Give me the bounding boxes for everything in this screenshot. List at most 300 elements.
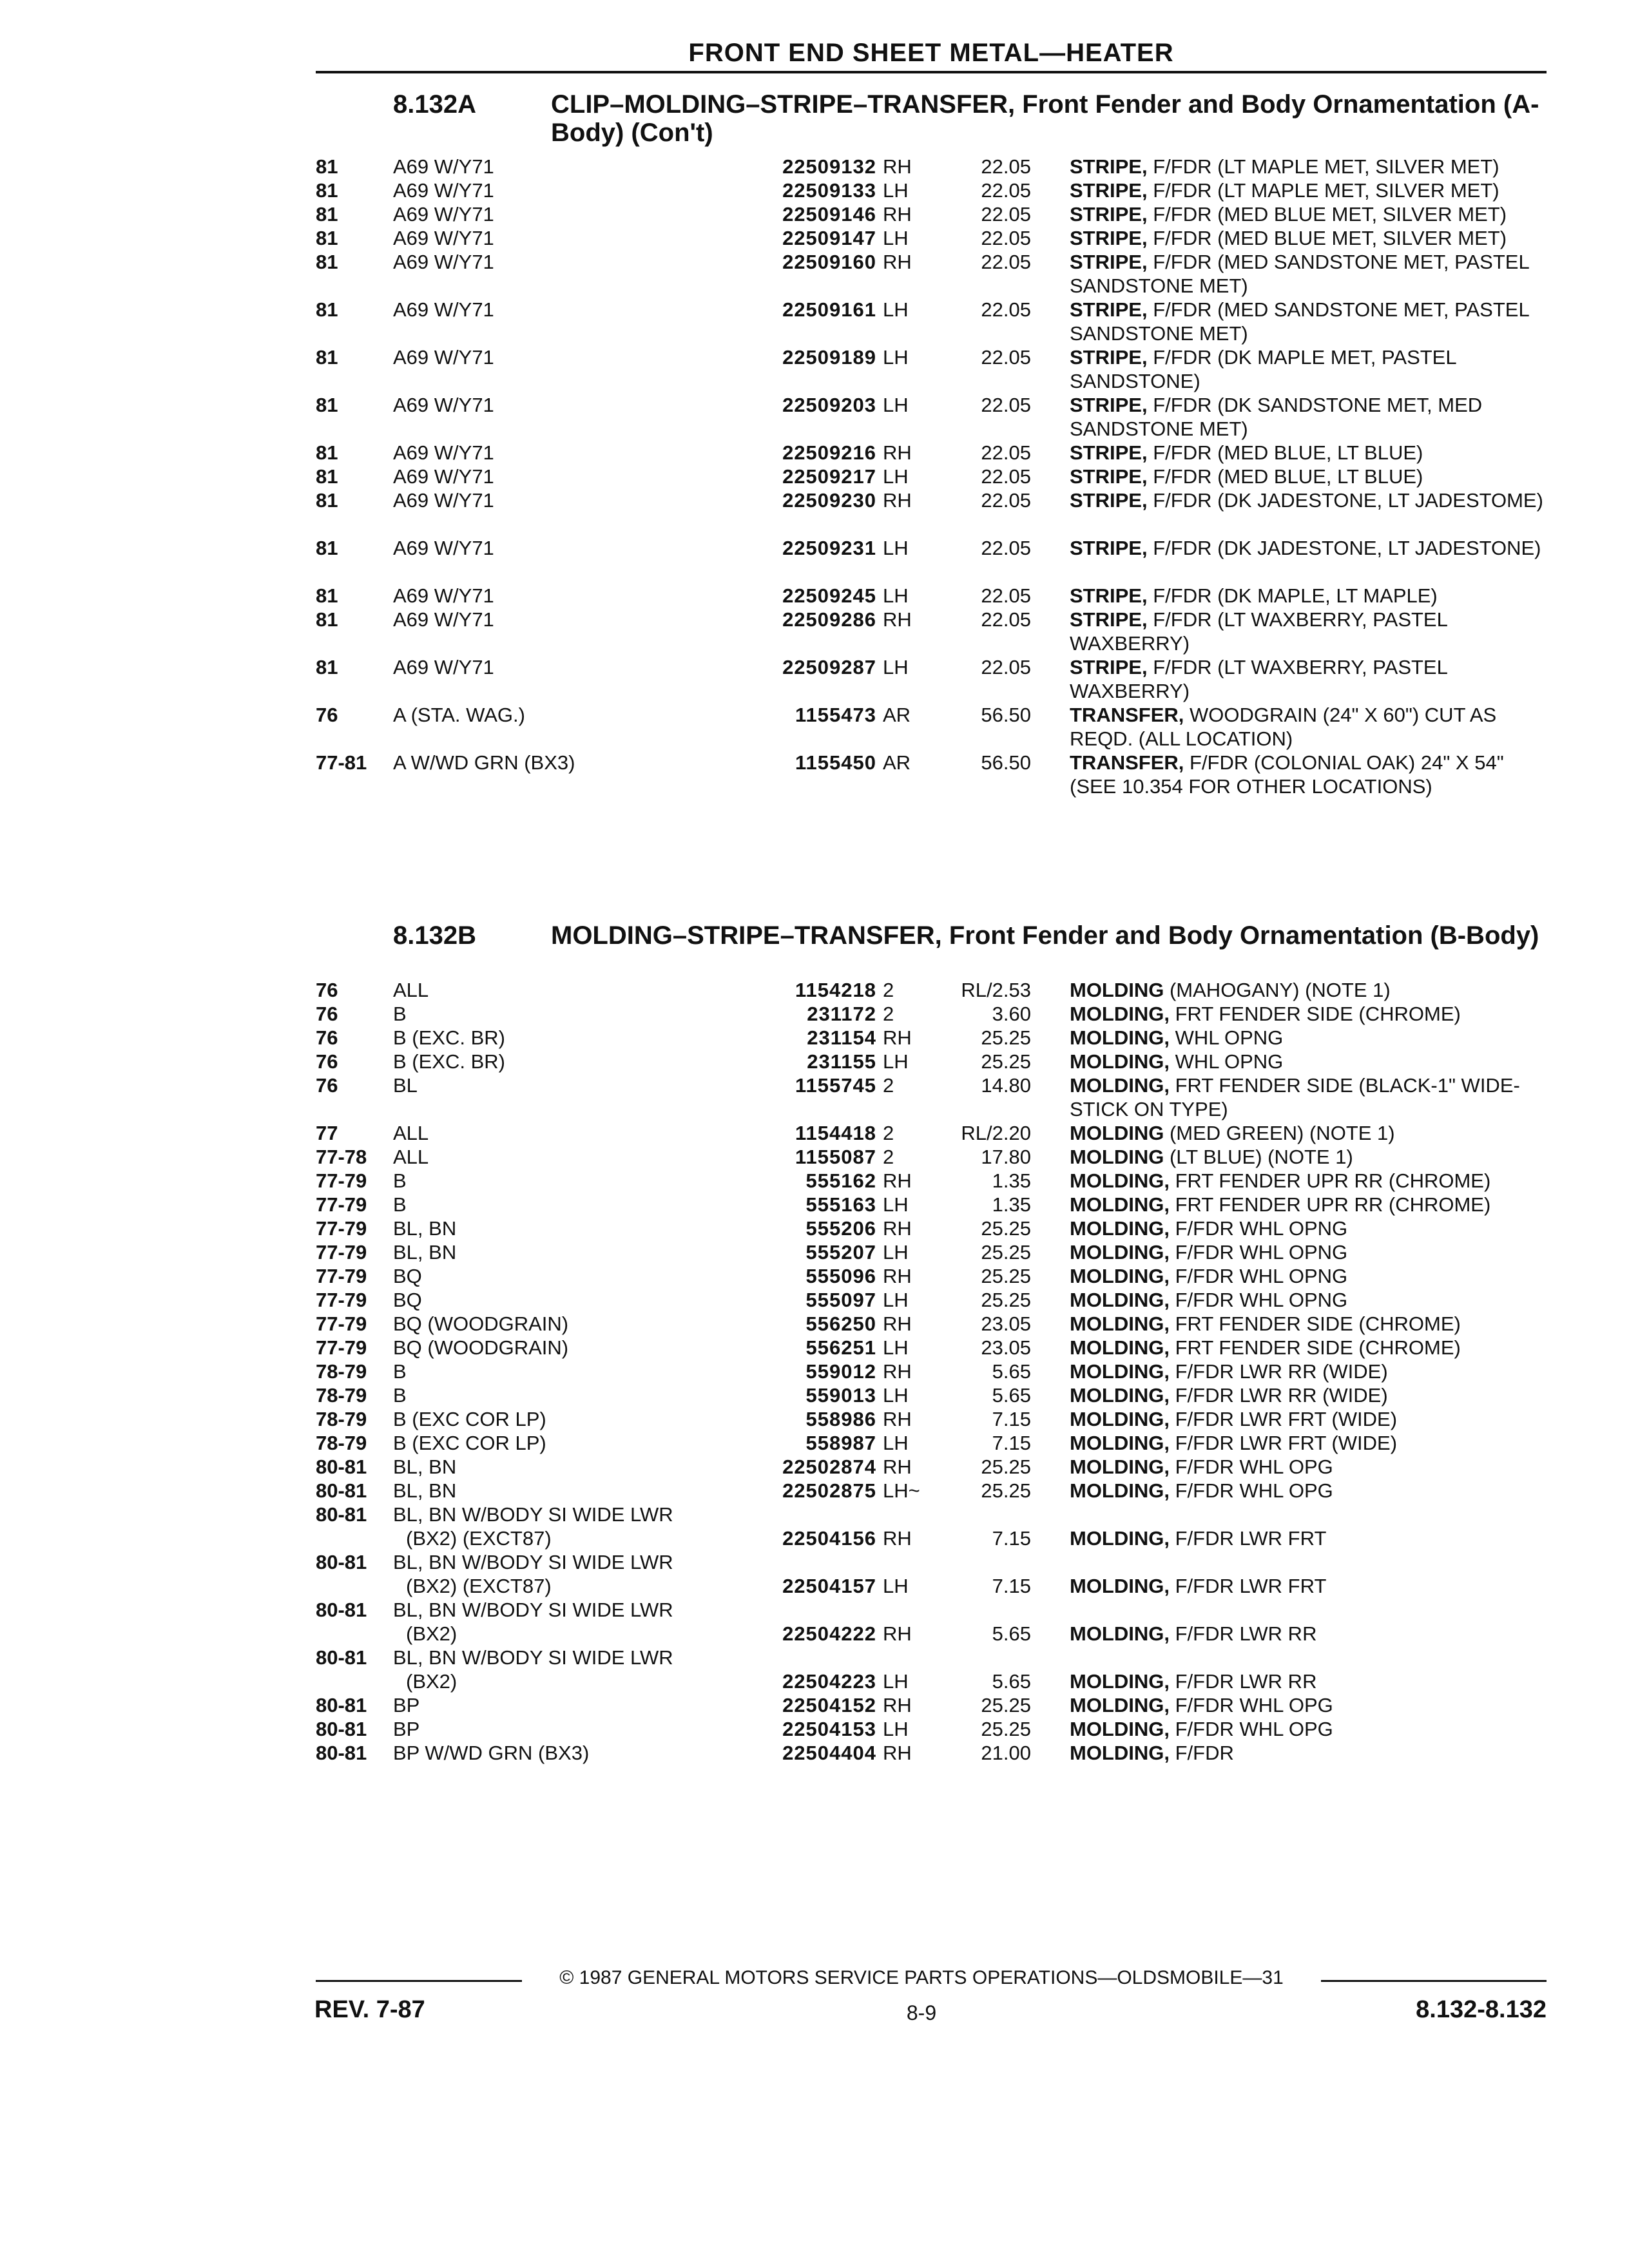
part-description [1070,1360,1547,1383]
description-text: F/FDR WHL OPG [1170,1718,1333,1740]
description-keyword: MOLDING [1070,979,1164,1001]
table-row [316,1312,1547,1336]
price: 25.25 [981,1694,1031,1716]
model-code [393,1264,725,1288]
description-keyword: TRANSFER, [1070,751,1184,774]
price: 25.25 [981,1718,1031,1740]
table-row [316,1479,1547,1503]
description-text: F/FDR (DK MAPLE MET, PASTEL SANDSTONE) [1070,346,1456,392]
quantity: 2 [883,1074,894,1097]
model-code [393,1002,725,1026]
header-rule [316,71,1547,73]
model-text: A69 W/Y71 [393,537,494,559]
part-description [1070,1407,1547,1431]
section-number: 8.132B [393,921,476,950]
year-range: 76 [316,704,338,726]
model-code [393,345,725,369]
year-range: 80-81 [316,1479,367,1502]
model-text: BL, BN [393,1479,457,1502]
table-row [316,536,1547,584]
quantity: LH [883,394,909,416]
description-text: FRT FENDER SIDE (CHROME) [1170,1003,1461,1025]
part-description [1070,1216,1547,1240]
model-text: ALL [393,1122,429,1144]
description-keyword: STRIPE, [1070,441,1148,464]
model-code [393,751,725,774]
description-keyword: MOLDING, [1070,1694,1170,1716]
quantity: RH [883,1265,912,1287]
description-keyword: STRIPE, [1070,155,1148,178]
revision-date: REV. 7-87 [314,1996,425,2023]
price: 3.60 [992,1003,1031,1025]
table-row [316,1431,1547,1455]
model-code [393,1121,725,1145]
table-row [316,226,1547,250]
parts-list [316,978,1547,1765]
model-code [393,1073,725,1097]
quantity: LH [883,298,909,321]
table-row [316,703,1547,751]
part-description [1070,345,1547,393]
part-number: 22504222 [782,1622,876,1645]
model-code [393,178,725,202]
quantity: LH [883,584,909,607]
table-row [316,1717,1547,1741]
part-number: 22509146 [782,203,876,226]
description-keyword: STRIPE, [1070,465,1148,488]
quantity: RH [883,1742,912,1764]
description-keyword: STRIPE, [1070,394,1148,416]
model-text: BQ [393,1265,422,1287]
price: 7.15 [992,1527,1031,1550]
model-code [393,202,725,226]
part-description [1070,1336,1547,1360]
quantity: LH [883,1575,909,1597]
description-keyword: STRIPE, [1070,227,1148,249]
quantity: LH [883,179,909,202]
description-text: F/FDR LWR FRT (WIDE) [1170,1408,1398,1430]
table-row [316,1550,1547,1598]
model-code [393,1479,725,1503]
model-text: B [393,1384,407,1407]
year-range: 77-79 [316,1193,367,1216]
description-text: F/FDR (MED BLUE MET, SILVER MET) [1147,227,1507,249]
description-keyword: TRANSFER, [1070,704,1184,726]
model-text: B (EXC COR LP) [393,1432,546,1454]
part-number: 555162 [805,1169,876,1192]
year-range: 77-79 [316,1169,367,1192]
year-range: 78-79 [316,1360,367,1383]
model-text: A (STA. WAG.) [393,704,525,726]
table-row [316,1693,1547,1717]
price: RL/2.20 [961,1122,1031,1144]
part-number: 22504223 [782,1670,876,1693]
model-code [393,1383,725,1407]
description-text: F/FDR (DK JADESTONE, LT JADESTOME) [1147,489,1543,512]
section-title: CLIP–MOLDING–STRIPE–TRANSFER, Front Fender and Body Ornamentation (A-Body) (Con't) [551,90,1539,147]
part-description [1070,226,1547,250]
description-keyword: MOLDING, [1070,1265,1170,1287]
part-description [1070,1622,1547,1646]
model-text: A69 W/Y71 [393,608,494,631]
model-code [393,1026,725,1050]
price: 25.25 [981,1265,1031,1287]
model-text: BL, BN W/BODY SI WIDE LWR [393,1503,673,1526]
model-text: B [393,1360,407,1383]
price: 14.80 [981,1074,1031,1097]
table-row [316,1240,1547,1264]
description-text: WOODGRAIN (24" X 60") CUT AS REQD. (ALL LOCATION) [1070,704,1497,750]
description-text: F/FDR WHL OPNG [1170,1265,1348,1287]
model-code [393,1216,725,1240]
description-text: F/FDR LWR RR [1170,1670,1317,1693]
table-row [316,1264,1547,1288]
part-description [1070,1717,1547,1741]
part-number: 556250 [805,1312,876,1335]
price: 7.15 [992,1408,1031,1430]
year-range: 81 [316,584,338,607]
description-text: F/FDR LWR RR (WIDE) [1170,1360,1388,1383]
table-row [316,488,1547,536]
part-number: 558987 [805,1432,876,1454]
table-row [316,1169,1547,1193]
part-description [1070,1741,1547,1765]
model-code [393,1717,725,1741]
year-range: 77-81 [316,751,367,774]
description-text: F/FDR [1170,1742,1234,1764]
description-text: F/FDR WHL OPG [1170,1479,1333,1502]
table-row [316,298,1547,345]
price: 22.05 [981,394,1031,416]
description-text: F/FDR (LT MAPLE MET, SILVER MET) [1147,155,1499,178]
model-text-cont: (BX2) [406,1670,458,1693]
quantity: AR [883,751,911,774]
part-number: 559013 [805,1384,876,1407]
description-keyword: STRIPE, [1070,537,1148,559]
quantity: LH [883,1050,909,1073]
table-row [316,1216,1547,1240]
part-number: 22504157 [782,1575,876,1597]
description-keyword: STRIPE, [1070,608,1148,631]
model-code [393,1598,725,1646]
description-text: (LT BLUE) (NOTE 1) [1164,1146,1353,1168]
copyright-line: © 1987 GENERAL MOTORS SERVICE PARTS OPERATIONS—OLDSMOBILE—31 [559,1967,1284,1988]
price: 25.25 [981,1026,1031,1049]
description-text: F/FDR LWR FRT [1170,1527,1327,1550]
description-text: F/FDR (MED SANDSTONE MET, PASTEL SANDSTONE MET) [1070,251,1529,297]
description-keyword: MOLDING, [1070,1384,1170,1407]
table-row [316,1002,1547,1026]
part-number: 556251 [805,1336,876,1359]
quantity: LH [883,537,909,559]
price: 22.05 [981,608,1031,631]
part-description [1070,250,1547,298]
model-code [393,226,725,250]
part-number: 1155450 [795,751,876,774]
year-range: 81 [316,394,338,416]
part-number: 22504153 [782,1718,876,1740]
model-text: A69 W/Y71 [393,656,494,678]
part-number: 231172 [807,1003,876,1025]
price: 5.65 [992,1622,1031,1645]
year-range: 76 [316,1050,338,1073]
part-description [1070,1240,1547,1264]
part-description [1070,1288,1547,1312]
part-number: 1155745 [795,1074,876,1097]
model-text: BL, BN W/BODY SI WIDE LWR [393,1646,673,1669]
quantity: RH [883,608,912,631]
quantity: LH [883,1718,909,1740]
model-code [393,1240,725,1264]
footer-rule-left [316,1980,522,1982]
year-range: 77 [316,1122,338,1144]
model-code [393,1693,725,1717]
quantity: RH [883,1312,912,1335]
price: 7.15 [992,1432,1031,1454]
description-text: F/FDR LWR FRT (WIDE) [1170,1432,1398,1454]
model-code [393,1503,725,1550]
model-code [393,1407,725,1431]
model-text: B [393,1169,407,1192]
part-number: 22504404 [782,1742,876,1764]
table-row [316,1145,1547,1169]
model-text: A69 W/Y71 [393,489,494,512]
table-row [316,751,1547,798]
price: 22.05 [981,203,1031,226]
model-text: ALL [393,1146,429,1168]
description-keyword: STRIPE, [1070,203,1148,226]
year-range: 81 [316,537,338,559]
quantity: RH [883,203,912,226]
year-range: 80-81 [316,1646,367,1669]
model-text: A69 W/Y71 [393,584,494,607]
description-keyword: MOLDING, [1070,1456,1170,1478]
description-text: F/FDR WHL OPG [1170,1694,1333,1716]
part-description [1070,536,1547,560]
model-code [393,703,725,727]
description-keyword: MOLDING, [1070,1026,1170,1049]
model-code [393,655,725,679]
model-code [393,608,725,631]
description-keyword: STRIPE, [1070,251,1148,273]
description-text: FRT FENDER SIDE (CHROME) [1170,1336,1461,1359]
description-keyword: MOLDING, [1070,1241,1170,1264]
model-text: A69 W/Y71 [393,203,494,226]
price: 22.05 [981,179,1031,202]
description-keyword: MOLDING, [1070,1527,1170,1550]
description-text: FRT FENDER SIDE (CHROME) [1170,1312,1461,1335]
table-row [316,1121,1547,1145]
description-keyword: MOLDING, [1070,1336,1170,1359]
table-row [316,178,1547,202]
part-number: 22509230 [782,489,876,512]
year-range: 76 [316,1074,338,1097]
year-range: 80-81 [316,1551,367,1573]
model-text-cont: (BX2) [406,1622,458,1645]
price: 5.65 [992,1670,1031,1693]
year-range: 81 [316,346,338,369]
price: 23.05 [981,1336,1031,1359]
description-text: F/FDR (COLONIAL OAK) 24" X 54" (SEE 10.354 FOR OTHER LOCATIONS) [1070,751,1504,798]
table-row [316,608,1547,655]
model-text-cont: (BX2) (EXCT87) [406,1527,552,1550]
description-keyword: MOLDING, [1070,1670,1170,1693]
description-keyword: MOLDING [1070,1122,1164,1144]
part-description [1070,1193,1547,1216]
description-keyword: MOLDING, [1070,1479,1170,1502]
section-8-132a [316,90,1547,798]
part-number: 231155 [807,1050,876,1073]
part-number: 22509245 [782,584,876,607]
model-code [393,1193,725,1216]
part-description [1070,155,1547,178]
part-description [1070,584,1547,608]
price: 22.05 [981,465,1031,488]
description-text: (MAHOGANY) (NOTE 1) [1164,979,1391,1001]
model-text: ALL [393,979,429,1001]
year-range: 80-81 [316,1456,367,1478]
table-row [316,584,1547,608]
table-row [316,465,1547,488]
model-text: A69 W/Y71 [393,251,494,273]
description-text: FRT FENDER UPR RR (CHROME) [1170,1193,1491,1216]
model-code [393,465,725,488]
part-description [1070,1574,1547,1598]
description-text: F/FDR (DK JADESTONE, LT JADESTONE) [1147,537,1541,559]
model-code [393,441,725,465]
model-code [393,1288,725,1312]
year-range: 81 [316,203,338,226]
quantity: RH [883,489,912,512]
part-description [1070,978,1547,1002]
model-code [393,1169,725,1193]
part-number: 555206 [805,1217,876,1240]
quantity: LH [883,1670,909,1693]
quantity: RH [883,1026,912,1049]
price: 22.05 [981,346,1031,369]
price: 22.05 [981,227,1031,249]
quantity: RH [883,441,912,464]
description-keyword: STRIPE, [1070,346,1148,369]
table-row [316,1503,1547,1550]
table-row [316,1360,1547,1383]
quantity: LH [883,1193,909,1216]
table-row [316,1336,1547,1360]
quantity: LH [883,1336,909,1359]
quantity: RH [883,1527,912,1550]
description-text: FRT FENDER UPR RR (CHROME) [1170,1169,1491,1192]
year-range: 77-79 [316,1289,367,1311]
quantity: LH [883,227,909,249]
quantity: LH [883,1289,909,1311]
table-row [316,1050,1547,1073]
price: 25.25 [981,1289,1031,1311]
description-text: F/FDR LWR FRT [1170,1575,1327,1597]
price: 56.50 [981,704,1031,726]
part-number: 558986 [805,1408,876,1430]
year-range: 81 [316,656,338,678]
description-text: F/FDR (MED SANDSTONE MET, PASTEL SANDSTONE MET) [1070,298,1529,345]
table-row [316,1598,1547,1646]
year-range: 77-79 [316,1241,367,1264]
table-row [316,250,1547,298]
model-text: BL, BN [393,1456,457,1478]
table-row [316,1026,1547,1050]
model-text: B (EXC. BR) [393,1026,505,1049]
part-number: 22502875 [782,1479,876,1502]
year-range: 78-79 [316,1408,367,1430]
price: 25.25 [981,1050,1031,1073]
description-text: (MED GREEN) (NOTE 1) [1164,1122,1395,1144]
part-description [1070,1383,1547,1407]
description-text: F/FDR (LT WAXBERRY, PASTEL WAXBERRY) [1070,608,1447,655]
model-text: BP W/WD GRN (BX3) [393,1742,590,1764]
quantity: RH [883,1217,912,1240]
year-range: 81 [316,465,338,488]
part-description [1070,1264,1547,1288]
table-row [316,345,1547,393]
quantity: 2 [883,979,894,1001]
price: 17.80 [981,1146,1031,1168]
description-keyword: STRIPE, [1070,298,1148,321]
part-description [1070,703,1547,751]
quantity: RH [883,1456,912,1478]
model-text: BL [393,1074,418,1097]
part-description [1070,1669,1547,1693]
part-description [1070,751,1547,798]
part-number: 22504152 [782,1694,876,1716]
description-text: F/FDR (MED BLUE MET, SILVER MET) [1147,203,1507,226]
part-number: 22509217 [782,465,876,488]
year-range: 78-79 [316,1432,367,1454]
price: 5.65 [992,1360,1031,1383]
part-number: 1155087 [795,1146,876,1168]
table-row [316,1407,1547,1431]
part-number: 1154418 [795,1122,876,1144]
price: 25.25 [981,1217,1031,1240]
description-keyword: MOLDING, [1070,1360,1170,1383]
table-row [316,155,1547,178]
part-description [1070,1455,1547,1479]
price: 22.05 [981,251,1031,273]
part-number: 559012 [805,1360,876,1383]
table-row [316,1073,1547,1121]
model-code [393,1312,725,1336]
model-text: A69 W/Y71 [393,465,494,488]
part-number: 22502874 [782,1456,876,1478]
model-text: B [393,1193,407,1216]
description-keyword: STRIPE, [1070,489,1148,512]
part-number: 555097 [805,1289,876,1311]
part-description [1070,1169,1547,1193]
part-description [1070,1002,1547,1026]
year-range: 77-79 [316,1217,367,1240]
table-row [316,202,1547,226]
model-text: BL, BN W/BODY SI WIDE LWR [393,1551,673,1573]
price: 22.05 [981,656,1031,678]
part-number: 22509132 [782,155,876,178]
description-text: F/FDR (DK SANDSTONE MET, MED SANDSTONE MET) [1070,394,1483,440]
part-description [1070,202,1547,226]
part-number: 231154 [807,1026,876,1049]
model-code [393,1646,725,1693]
part-description [1070,1026,1547,1050]
price: 22.05 [981,441,1031,464]
price: 25.25 [981,1456,1031,1478]
year-range: 81 [316,155,338,178]
quantity: RH [883,1169,912,1192]
section-8-132b [316,921,1547,1765]
